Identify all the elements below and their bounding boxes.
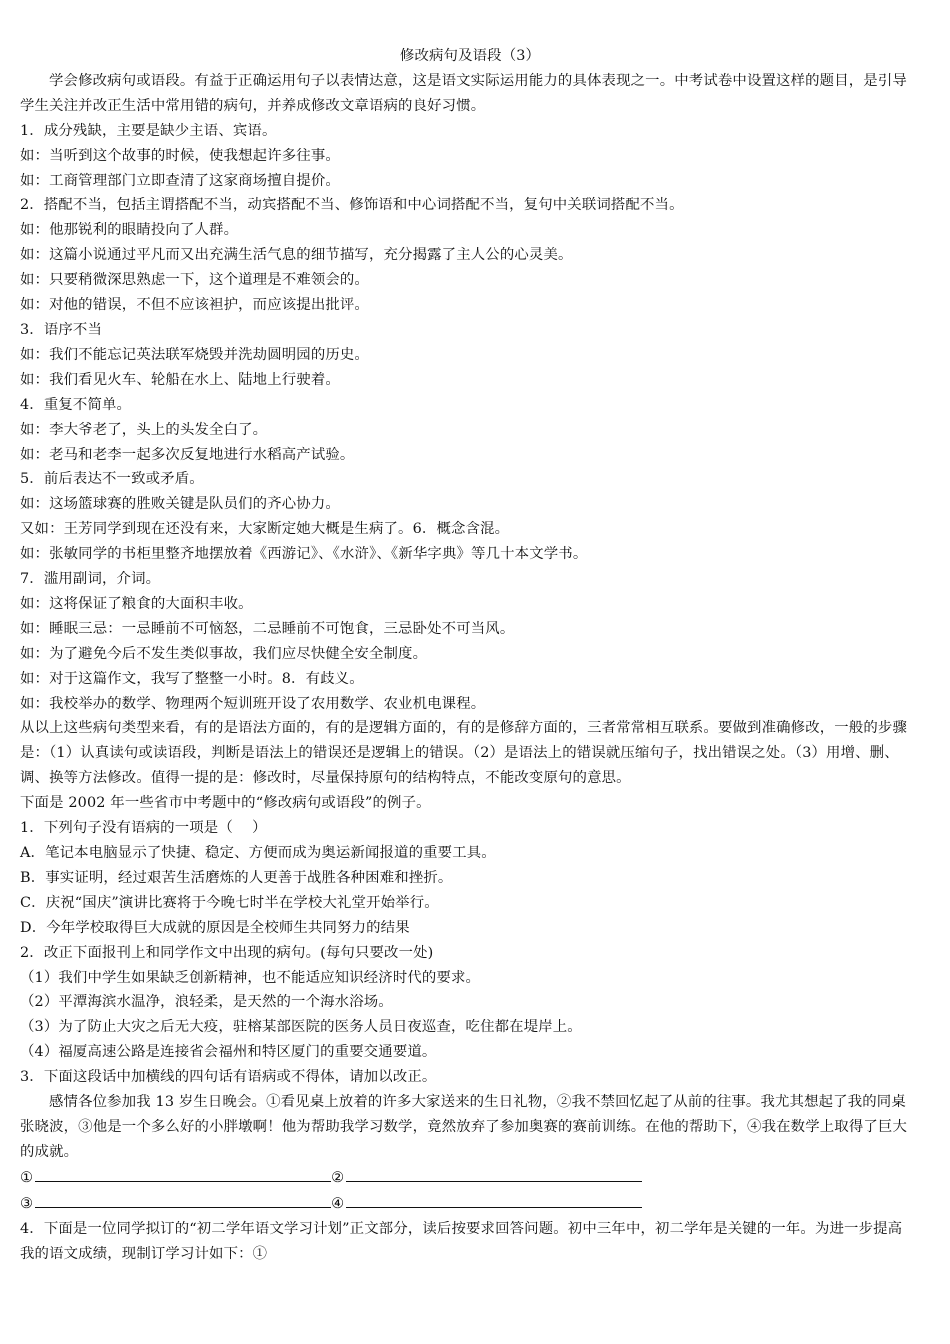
answer-line[interactable] xyxy=(35,1191,331,1208)
text-line: B．事实证明，经过艰苦生活磨炼的人更善于战胜各种困难和挫折。 xyxy=(20,869,453,886)
text-line: （4）福厦高速公路是连接省会福州和特区厦门的重要交通要道。 xyxy=(20,1044,437,1061)
answer-blanks xyxy=(20,1165,912,1217)
text-line: 如：这将保证了粮食的大面积丰收。 xyxy=(20,595,253,612)
text-line: 如：李大爷老了，头上的头发全白了。 xyxy=(20,421,268,438)
text-line: 如：对于这篇作文，我写了整整一小时。8．有歧义。 xyxy=(20,670,364,687)
text-line: 如：我校举办的数学、物理两个短训班开设了农用数学、农业机电课程。 xyxy=(20,695,486,712)
document xyxy=(20,44,912,1266)
answer-number: ③ xyxy=(20,1195,34,1212)
text-line: 如：我们看见火车、轮船在水上、陆地上行驶着。 xyxy=(20,371,340,388)
text-line: 3．语序不当 xyxy=(20,321,103,338)
text-line: 1．成分残缺，主要是缺少主语、宾语。 xyxy=(20,122,277,139)
answer-blank-row xyxy=(20,1165,912,1191)
text-line: D．今年学校取得巨大成就的原因是全校师生共同努力的结果 xyxy=(20,919,410,936)
text-line: 2．改正下面报刊上和同学作文中出现的病句。(每句只要改一处) xyxy=(20,944,434,961)
text-line: 如：这场篮球赛的胜败关键是队员们的齐心协力。 xyxy=(20,496,340,513)
text-line: 下面是 2002 年一些省市中考题中的“修改病句或语段”的例子。 xyxy=(20,795,431,812)
text-line: 从以上这些病句类型来看，有的是语法方面的，有的是逻辑方面的，有的是修辞方面的，三者常常相互联系。要做到准确修改，一般的步骤是：（1）认真读句或读语段，判断是语法上的错误还是逻辑上的错误。（2）是语法上的错误就压缩句子，找出错误之处。（3）用增、删、调、换等方法修改。值得一提的是：修改时，尽量保持原句的结构特点，不能改变原句的意思。 xyxy=(20,720,907,787)
text-line: 如：老马和老李一起多次反复地进行水稻高产试验。 xyxy=(20,446,355,463)
answer-blank-row xyxy=(20,1191,912,1217)
exercise-paragraph: 感情各位参加我 13 岁生日晚会。①看见桌上放着的许多大家送来的生日礼物，②我不禁回忆起了从前的往事。我尤其想起了我的同桌张晓波，③他是一个多么好的小胖墩啊！他为帮助我学习数学，竟然放弃了参加奥赛的赛前训练。在他的帮助下，④我在数学上取得了巨大的成就。 xyxy=(20,1094,907,1160)
answer-blank xyxy=(331,1191,642,1217)
text-line: 4．重复不简单。 xyxy=(20,396,132,413)
text-line: 如：他那锐利的眼睛投向了人群。 xyxy=(20,222,239,239)
text-line: 如：张敏同学的书柜里整齐地摆放着《西游记》、《水浒》、《新华字典》等几十本文学书。 xyxy=(20,546,588,563)
text-line: 3．下面这段话中加横线的四句话有语病或不得体，请加以改正。 xyxy=(20,1069,437,1086)
text-line: 如：工商管理部门立即查清了这家商场擅自提价。 xyxy=(20,172,340,189)
text-line: 5．前后表达不一致或矛盾。 xyxy=(20,471,204,488)
text-line: 1．下列句子没有语病的一项是（ ） xyxy=(20,820,267,837)
answer-number: ② xyxy=(331,1169,345,1186)
text-line: 7．滥用副词，介词。 xyxy=(20,571,161,588)
answer-line[interactable] xyxy=(35,1165,331,1182)
text-line: A．笔记本电脑显示了快捷、稳定、方便而成为奥运新闻报道的重要工具。 xyxy=(20,845,496,861)
body-lines xyxy=(20,119,912,1090)
text-line: 又如：王芳同学到现在还没有来，大家断定她大概是生病了。6．概念含混。 xyxy=(20,521,510,538)
answer-blank xyxy=(20,1165,331,1191)
text-line: （2）平潭海滨水温净，浪轻柔，是天然的一个海水浴场。 xyxy=(20,994,393,1011)
text-line: 如：为了避免今后不发生类似事故，我们应尽快健全安全制度。 xyxy=(20,645,428,662)
text-line: 如：我们不能忘记英法联军烧毁并洗劫圆明园的历史。 xyxy=(20,346,369,363)
answer-number: ① xyxy=(20,1169,34,1186)
document-title: 修改病句及语段（3） xyxy=(399,48,541,64)
text-line: 如：对他的错误，不但不应该袒护，而应该提出批评。 xyxy=(20,297,369,314)
answer-number: ④ xyxy=(331,1195,345,1212)
final-question: 4．下面是一位同学拟订的“初二学年语文学习计划”正文部分，读后按要求回答问题。初中三年中，初二学年是关键的一年。为进一步提高我的语文成绩，现制订学习计如下：① xyxy=(20,1220,903,1262)
text-line: 如：当听到这个故事的时候，使我想起许多往事。 xyxy=(20,147,340,164)
text-line: C．庆祝“国庆”演讲比赛将于今晚七时半在学校大礼堂开始举行。 xyxy=(20,894,439,911)
text-line: 如：睡眠三忌：一忌睡前不可恼怒，二忌睡前不可饱食，三忌卧处不可当风。 xyxy=(20,620,515,637)
answer-line[interactable] xyxy=(346,1165,642,1182)
text-line: （3）为了防止大灾之后无大疫，驻榕某部医院的医务人员日夜巡查，吃住都在堤岸上。 xyxy=(20,1019,582,1036)
text-line: 如：这篇小说通过平凡而又出充满生活气息的细节描写，充分揭露了主人公的心灵美。 xyxy=(20,247,573,264)
text-line: （1）我们中学生如果缺乏创新精神，也不能适应知识经济时代的要求。 xyxy=(20,969,481,986)
answer-line[interactable] xyxy=(346,1191,642,1208)
intro-paragraph: 学会修改病句或语段。有益于正确运用句子以表情达意，这是语文实际运用能力的具体表现之一。中考试卷中设置这样的题目，是引导学生关注并改正生活中常用错的病句，并养成修改文章语病的良好习惯。 xyxy=(20,72,907,114)
answer-blank xyxy=(20,1191,331,1217)
text-line: 如：只要稍微深思熟虑一下，这个道理是不难领会的。 xyxy=(20,272,369,289)
text-line: 2．搭配不当，包括主谓搭配不当，动宾搭配不当、修饰语和中心词搭配不当，复句中关联词搭配不当。 xyxy=(20,197,684,214)
answer-blank xyxy=(331,1165,642,1191)
